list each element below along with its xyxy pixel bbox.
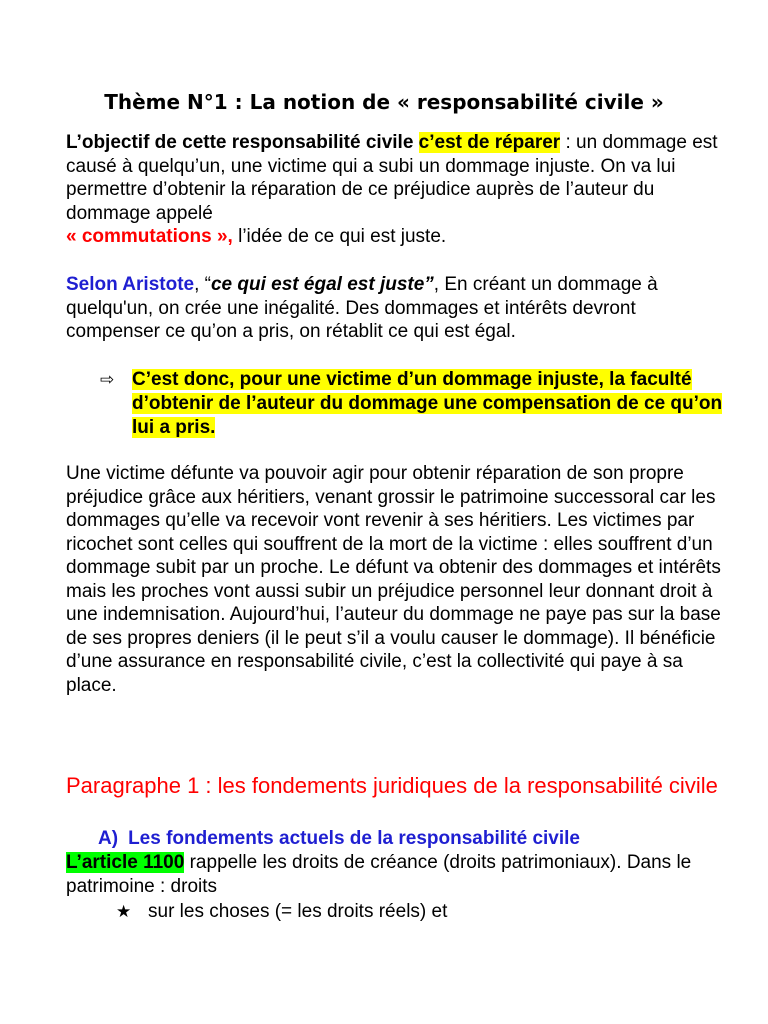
conclusion-highlight: C’est donc, pour une victime d’un dommage injuste, la faculté d’obtenir de l’auteur du dommage une compensation de ce qu’on lui a pris. xyxy=(132,369,723,438)
conclusion-text xyxy=(132,368,742,440)
page-title: Thème N°1 : La notion de « responsabilité civile » xyxy=(104,90,664,114)
subheading xyxy=(98,827,738,851)
article-highlight: L’article 1100 xyxy=(66,852,185,873)
subheading-text: Les fondements actuels de la responsabilité civile xyxy=(128,828,580,849)
list-item xyxy=(116,900,716,924)
intro-text: : un dommage est causé à quelqu’un, une victime qui a subi un dommage injuste. On va lui permettre d’obtenir la réparation de ce préjudice auprès de l’auteur du dommage appelé xyxy=(66,132,718,224)
aristote-paragraph xyxy=(66,273,726,344)
intro-paragraph xyxy=(66,131,726,249)
body-paragraph: Une victime défunte va pouvoir agir pour obtenir réparation de son propre préjudice grâce aux héritiers, venant grossir le patrimoine successoral car les dommages qu’elle va recevoir vont revenir à ses héritiers. Les victimes par ricochet sont celles qui souffrent de la mort de la victime : elles souffrent d’un dommage subit par un proche. Le défunt va obtenir des dommages et intérêts mais les proches vont aussi subir un préjudice personnel leur donnant droit à une indemnisation. Aujourd’hui, l’auteur du dommage ne paye pas sur la base de ses propres deniers (il le peut s’il a voulu causer le dommage). Il bénéficie d’une assurance en responsabilité civile, c’est la collectivité qui paye à sa place. xyxy=(66,463,721,696)
aristote-name: Selon Aristote xyxy=(66,274,195,295)
aristote-text: , En créant un dommage à quelqu'un, on crée une inégalité. Des dommages et intérêts devront compenser ce qu’on a pris, on rétablit ce qui est égal. xyxy=(66,274,658,342)
article-text: rappelle les droits de créance (droits patrimoniaux). Dans le patrimoine : droits xyxy=(66,852,692,897)
highlight-reparer: c’est de réparer xyxy=(418,132,561,153)
subheading-letter: A) xyxy=(98,828,119,849)
aristote-comma: , “ xyxy=(194,274,211,295)
commutations-term: « commutations », xyxy=(66,226,233,247)
article-paragraph xyxy=(66,851,726,898)
star-bullet-icon: ★ xyxy=(116,902,132,922)
aristote-quote: ce qui est égal est juste” xyxy=(210,274,434,295)
arrow-right-icon: ⇨ xyxy=(100,370,115,390)
paragraph-heading: Paragraphe 1 : les fondements juridiques de la responsabilité civile xyxy=(66,773,718,798)
intro-bold-lead: L’objectif de cette responsabilité civile xyxy=(66,132,414,153)
intro-end: l’idée de ce qui est juste. xyxy=(238,226,447,247)
bullet-text: sur les choses (= les droits réels) et xyxy=(148,901,448,922)
